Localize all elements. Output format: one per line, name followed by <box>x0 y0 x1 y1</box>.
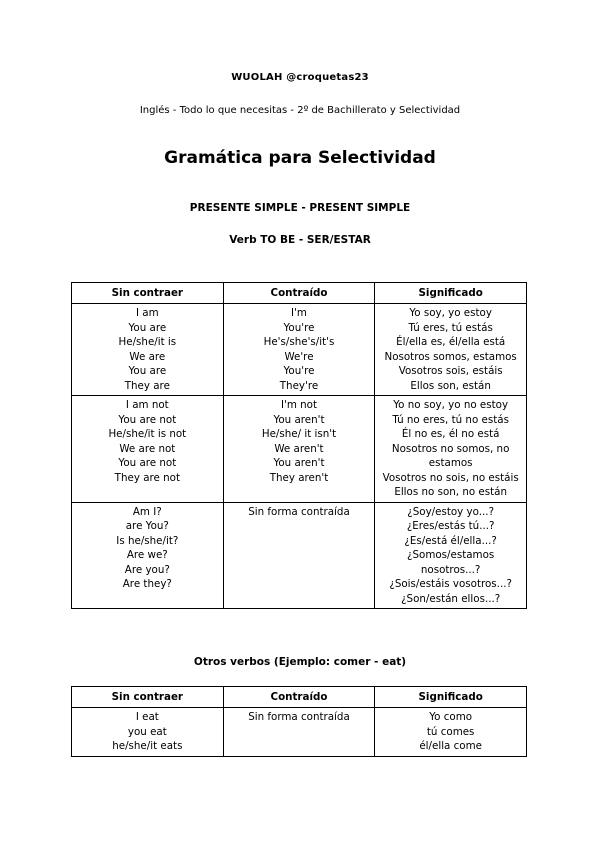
subsection-heading: Verb TO BE - SER/ESTAR <box>229 234 371 246</box>
cell-line: Are they? <box>122 578 172 590</box>
table-cell <box>223 304 375 396</box>
other-verbs-heading: Otros verbos (Ejemplo: comer - eat) <box>193 656 407 668</box>
column-header: Significado <box>375 283 527 304</box>
cell-line: I am <box>136 307 159 319</box>
cell-line: Am I? <box>132 505 162 518</box>
cell-line: We are not <box>119 442 176 455</box>
cell-line: They are not <box>114 471 180 484</box>
cell-line: We aren't <box>274 442 324 455</box>
cell-line: He/she/ it isn't <box>261 428 337 440</box>
cell-line: Sin forma contraída <box>248 711 350 723</box>
cell-line: Tú no eres, tú no estás <box>392 413 509 426</box>
cell-line: Vosotros sois, estáis <box>398 365 503 377</box>
table-cell <box>72 396 224 503</box>
cell-line: Él/ella es, él/ella está <box>396 336 506 348</box>
table-row <box>72 304 527 396</box>
table-header-row <box>72 283 527 304</box>
cell-line: he/she/it eats <box>112 740 183 752</box>
cell-line: I eat <box>135 711 159 723</box>
cell-line: You're <box>283 321 315 334</box>
cell-line: They're <box>279 379 319 392</box>
cell-line: Ellos no son, no están <box>394 486 507 498</box>
cell-line: I'm not <box>280 399 317 411</box>
cell-line: You are <box>128 321 167 334</box>
table-row <box>72 708 527 757</box>
cell-line: nosotros...? <box>420 563 481 576</box>
column-header: Contraído <box>223 283 375 304</box>
cell-line: You are not <box>118 413 177 426</box>
cell-line: You are <box>128 365 167 377</box>
cell-line: Yo soy, yo estoy <box>409 307 492 319</box>
table-cell <box>223 502 375 609</box>
cell-line: Nosotros no somos, no <box>391 442 510 455</box>
cell-line: I am not <box>125 399 169 411</box>
table-cell <box>375 396 527 503</box>
cell-line: Yo no soy, yo no estoy <box>393 399 509 411</box>
cell-line: ¿Eres/estás tú...? <box>406 520 495 532</box>
cell-line: You aren't <box>273 457 325 469</box>
cell-line: ¿Sois/estáis vosotros...? <box>389 578 512 590</box>
cell-line: Tú eres, tú estás <box>408 321 493 334</box>
cell-line: I'm <box>291 307 307 319</box>
cell-line: Yo como <box>429 711 473 723</box>
table-row <box>72 396 527 503</box>
table-cell <box>375 502 527 609</box>
table-cell <box>72 304 224 396</box>
cell-line: They are <box>124 379 170 392</box>
cell-line: you eat <box>127 725 167 738</box>
cell-line: He/she/it is <box>118 336 177 348</box>
brand-header: WUOLAH @croquetas23 <box>231 72 369 83</box>
table-cell <box>375 304 527 396</box>
section-heading: PRESENTE SIMPLE - PRESENT SIMPLE <box>189 202 411 214</box>
table-row <box>72 502 527 609</box>
cell-line: Sin forma contraída <box>248 505 350 518</box>
cell-line: Nosotros somos, estamos <box>384 350 517 363</box>
cell-line: are You? <box>125 520 169 532</box>
table-cell <box>375 708 527 757</box>
document-subtitle: Inglés - Todo lo que necesitas - 2º de Bachillerato y Selectividad <box>139 105 461 116</box>
cell-line: Él no es, él no está <box>401 428 500 440</box>
table-cell <box>72 708 224 757</box>
cell-line: tú comes <box>426 725 475 738</box>
table-cell <box>223 396 375 503</box>
column-header: Sin contraer <box>72 283 224 304</box>
cell-line: ¿Es/está él/ella...? <box>404 534 497 547</box>
cell-line: You are not <box>118 457 177 469</box>
cell-line: We're <box>284 350 314 363</box>
cell-line: He/she/it is not <box>108 428 187 440</box>
cell-line: ¿Soy/estoy yo...? <box>407 505 495 518</box>
cell-line: You're <box>283 365 315 377</box>
cell-line: Is he/she/it? <box>116 534 179 547</box>
table-cell <box>72 502 224 609</box>
cell-line: They aren't <box>269 471 329 484</box>
other-verbs-table <box>71 686 527 757</box>
cell-line: We are <box>129 350 166 363</box>
to-be-table <box>71 282 527 609</box>
cell-line: ¿Son/están ellos...? <box>401 592 501 605</box>
cell-line: You aren't <box>273 413 325 426</box>
cell-line: Ellos son, están <box>410 379 491 392</box>
cell-line: Are you? <box>124 563 170 576</box>
column-header: Contraído <box>223 687 375 708</box>
cell-line: Are we? <box>126 549 168 561</box>
cell-line: él/ella come <box>419 740 482 752</box>
cell-line: Vosotros no sois, no estáis <box>382 471 519 484</box>
column-header: Sin contraer <box>72 687 224 708</box>
cell-line: He's/she's/it's <box>263 336 335 348</box>
table-cell <box>223 708 375 757</box>
cell-line: ¿Somos/estamos <box>407 549 495 561</box>
page-title: Gramática para Selectividad <box>164 148 436 168</box>
column-header: Significado <box>375 687 527 708</box>
cell-line: estamos <box>428 457 473 469</box>
table-header-row <box>72 687 527 708</box>
